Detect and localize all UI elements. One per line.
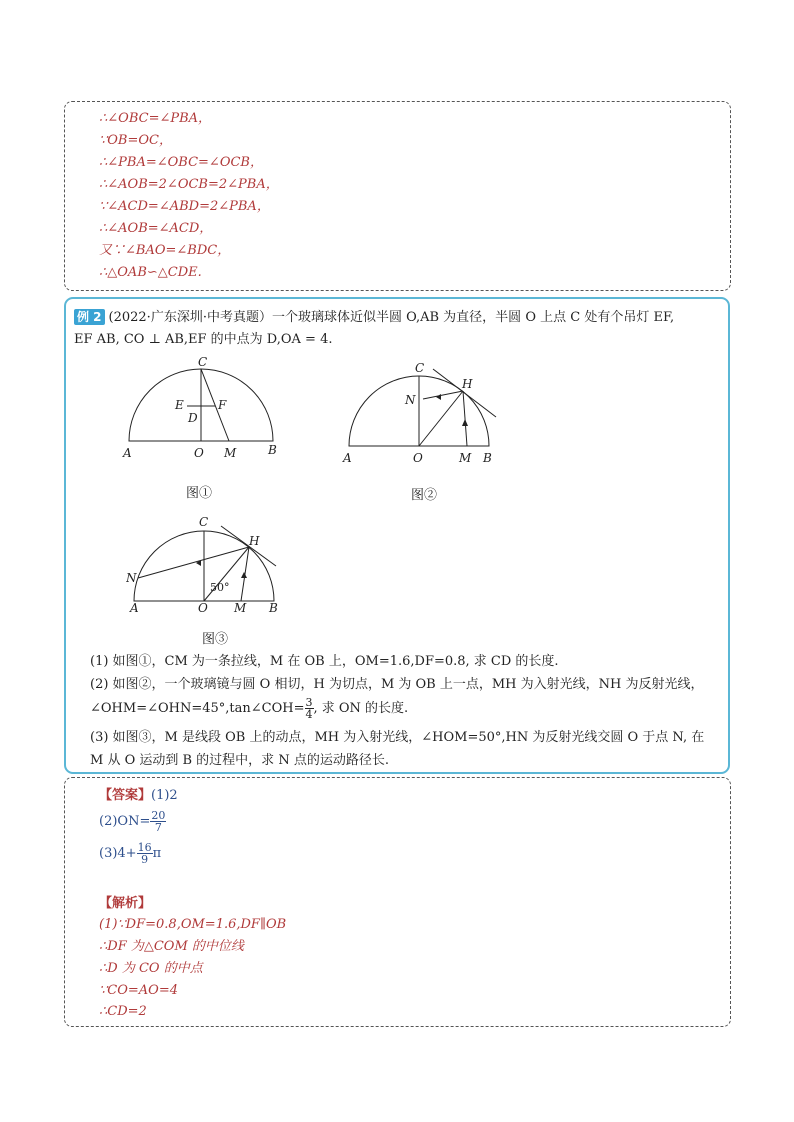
fig3-label-angle: 50° xyxy=(210,581,230,594)
fraction-numerator: 20 xyxy=(151,809,166,822)
problem-box xyxy=(64,297,730,774)
answer-line-2 xyxy=(99,810,166,834)
fig1-label-d: D xyxy=(188,411,198,425)
fig1-label-c: C xyxy=(198,355,208,369)
solution-line: ∴∠PBA=∠OBC=∠OCB， xyxy=(99,155,263,170)
fig1-label-e: E xyxy=(175,398,184,412)
fig2-label-b: B xyxy=(483,451,492,465)
fig1-label-f: F xyxy=(218,398,227,412)
figure-2 xyxy=(341,359,521,469)
fig1-label-m: M xyxy=(224,446,237,460)
fraction-denominator: 9 xyxy=(141,853,149,866)
fig3-label-m: M xyxy=(234,601,247,614)
answer-box xyxy=(64,777,731,1027)
analysis-heading-text: 【解析】 xyxy=(99,896,152,911)
analysis-heading xyxy=(99,896,151,912)
answer-heading: 【答案】 xyxy=(99,788,152,803)
fraction-twenty-sevenths xyxy=(150,810,166,833)
fig2-label-m: M xyxy=(459,451,472,465)
answer-2-text: (2)ON= xyxy=(99,814,151,829)
fig2-label-o: O xyxy=(413,451,423,465)
analysis-line: ∴D 为 CO 的中点 xyxy=(99,961,203,976)
example-badge: 例 2 xyxy=(74,309,105,325)
question-3-line-1: (3) 如图③，M 是线段 OB 上的动点，MH 为入射光线，∠HOM=50°,HN 为反射光线交圆 O 于点 N, 在 xyxy=(90,730,705,745)
fig2-label-a: A xyxy=(343,451,352,465)
fig3-label-o: O xyxy=(198,601,208,614)
fig1-label-o: O xyxy=(194,446,204,460)
answer-3-pi: π xyxy=(152,846,162,861)
analysis-line: ∴DF 为△COM 的中位线 xyxy=(99,939,244,954)
analysis-line: ∵CO=AO=4 xyxy=(99,983,178,998)
fig1-label-b: B xyxy=(268,443,277,457)
question-3-line-2: M 从 O 运动到 B 的过程中，求 N 点的运动路径长. xyxy=(90,753,389,768)
fig3-label-c: C xyxy=(199,515,209,529)
answer-3-text: (3)4+ xyxy=(99,846,137,861)
question-2-text: ∠OHM=∠OHN=45°,tan∠COH= xyxy=(90,701,305,716)
solution-line: ∴∠AOB=∠ACD， xyxy=(99,221,213,236)
question-2-line-2 xyxy=(90,697,408,720)
solution-line: ∵∠ACD=∠ABD=2∠PBA， xyxy=(99,199,270,214)
answer-line-3 xyxy=(99,842,161,866)
figure-1-caption: 图① xyxy=(186,486,213,501)
fig2-label-c: C xyxy=(415,361,425,375)
fraction-numerator: 3 xyxy=(305,696,313,709)
fig3-label-n: N xyxy=(126,571,137,585)
fig2-label-n: N xyxy=(405,393,416,407)
question-2-suffix: , 求 ON 的长度. xyxy=(313,701,409,716)
figure-3-caption: 图③ xyxy=(202,632,229,647)
problem-intro-line-1 xyxy=(74,309,674,326)
figure-3 xyxy=(126,514,296,614)
solution-line: ∴∠AOB=2∠OCB=2∠PBA， xyxy=(99,177,279,192)
fig3-label-a: A xyxy=(130,601,139,614)
analysis-line: ∴CD=2 xyxy=(99,1004,147,1019)
question-2-line-1: (2) 如图②，一个玻璃镜与圆 O 相切，H 为切点，M 为 OB 上一点，MH 为入射光线，NH 为反射光线， xyxy=(90,677,704,692)
answer-1: (1)2 xyxy=(151,788,178,803)
figure-1 xyxy=(121,354,291,464)
fraction-sixteen-ninths xyxy=(137,842,153,865)
fig2-label-h: H xyxy=(462,377,473,391)
fraction-three-quarters xyxy=(305,697,314,720)
fig3-label-h: H xyxy=(249,534,260,548)
solution-line: ∴∠OBC=∠PBA， xyxy=(99,111,212,126)
figure-2-caption: 图② xyxy=(411,488,438,503)
fraction-denominator: 4 xyxy=(305,708,313,721)
problem-intro-text: (2022·广东深圳·中考真题）一个玻璃球体近似半圆 O,AB 为直径，半圆 O 上点 C 处有个吊灯 EF, xyxy=(108,310,675,325)
fig3-label-b: B xyxy=(269,601,278,614)
solution-line: ∴△OAB∽△CDE. xyxy=(99,265,202,280)
fig1-label-a: A xyxy=(123,446,132,460)
solution-line: 又∵∠BAO=∠BDC， xyxy=(99,243,231,258)
question-1: (1) 如图①，CM 为一条拉线，M 在 OB 上，OM=1.6,DF=0.8, 求 CD 的长度. xyxy=(90,654,559,669)
fraction-numerator: 16 xyxy=(137,841,152,854)
analysis-line: (1)∵DF=0.8,OM=1.6,DF∥OB xyxy=(99,917,287,932)
answer-line-1 xyxy=(99,788,178,804)
solution-continuation-box xyxy=(64,101,731,291)
fraction-denominator: 7 xyxy=(154,821,162,834)
solution-line: ∵OB=OC， xyxy=(99,133,172,148)
problem-intro-line-2: EF AB, CO ⊥ AB,EF 的中点为 D,OA = 4. xyxy=(74,332,333,347)
